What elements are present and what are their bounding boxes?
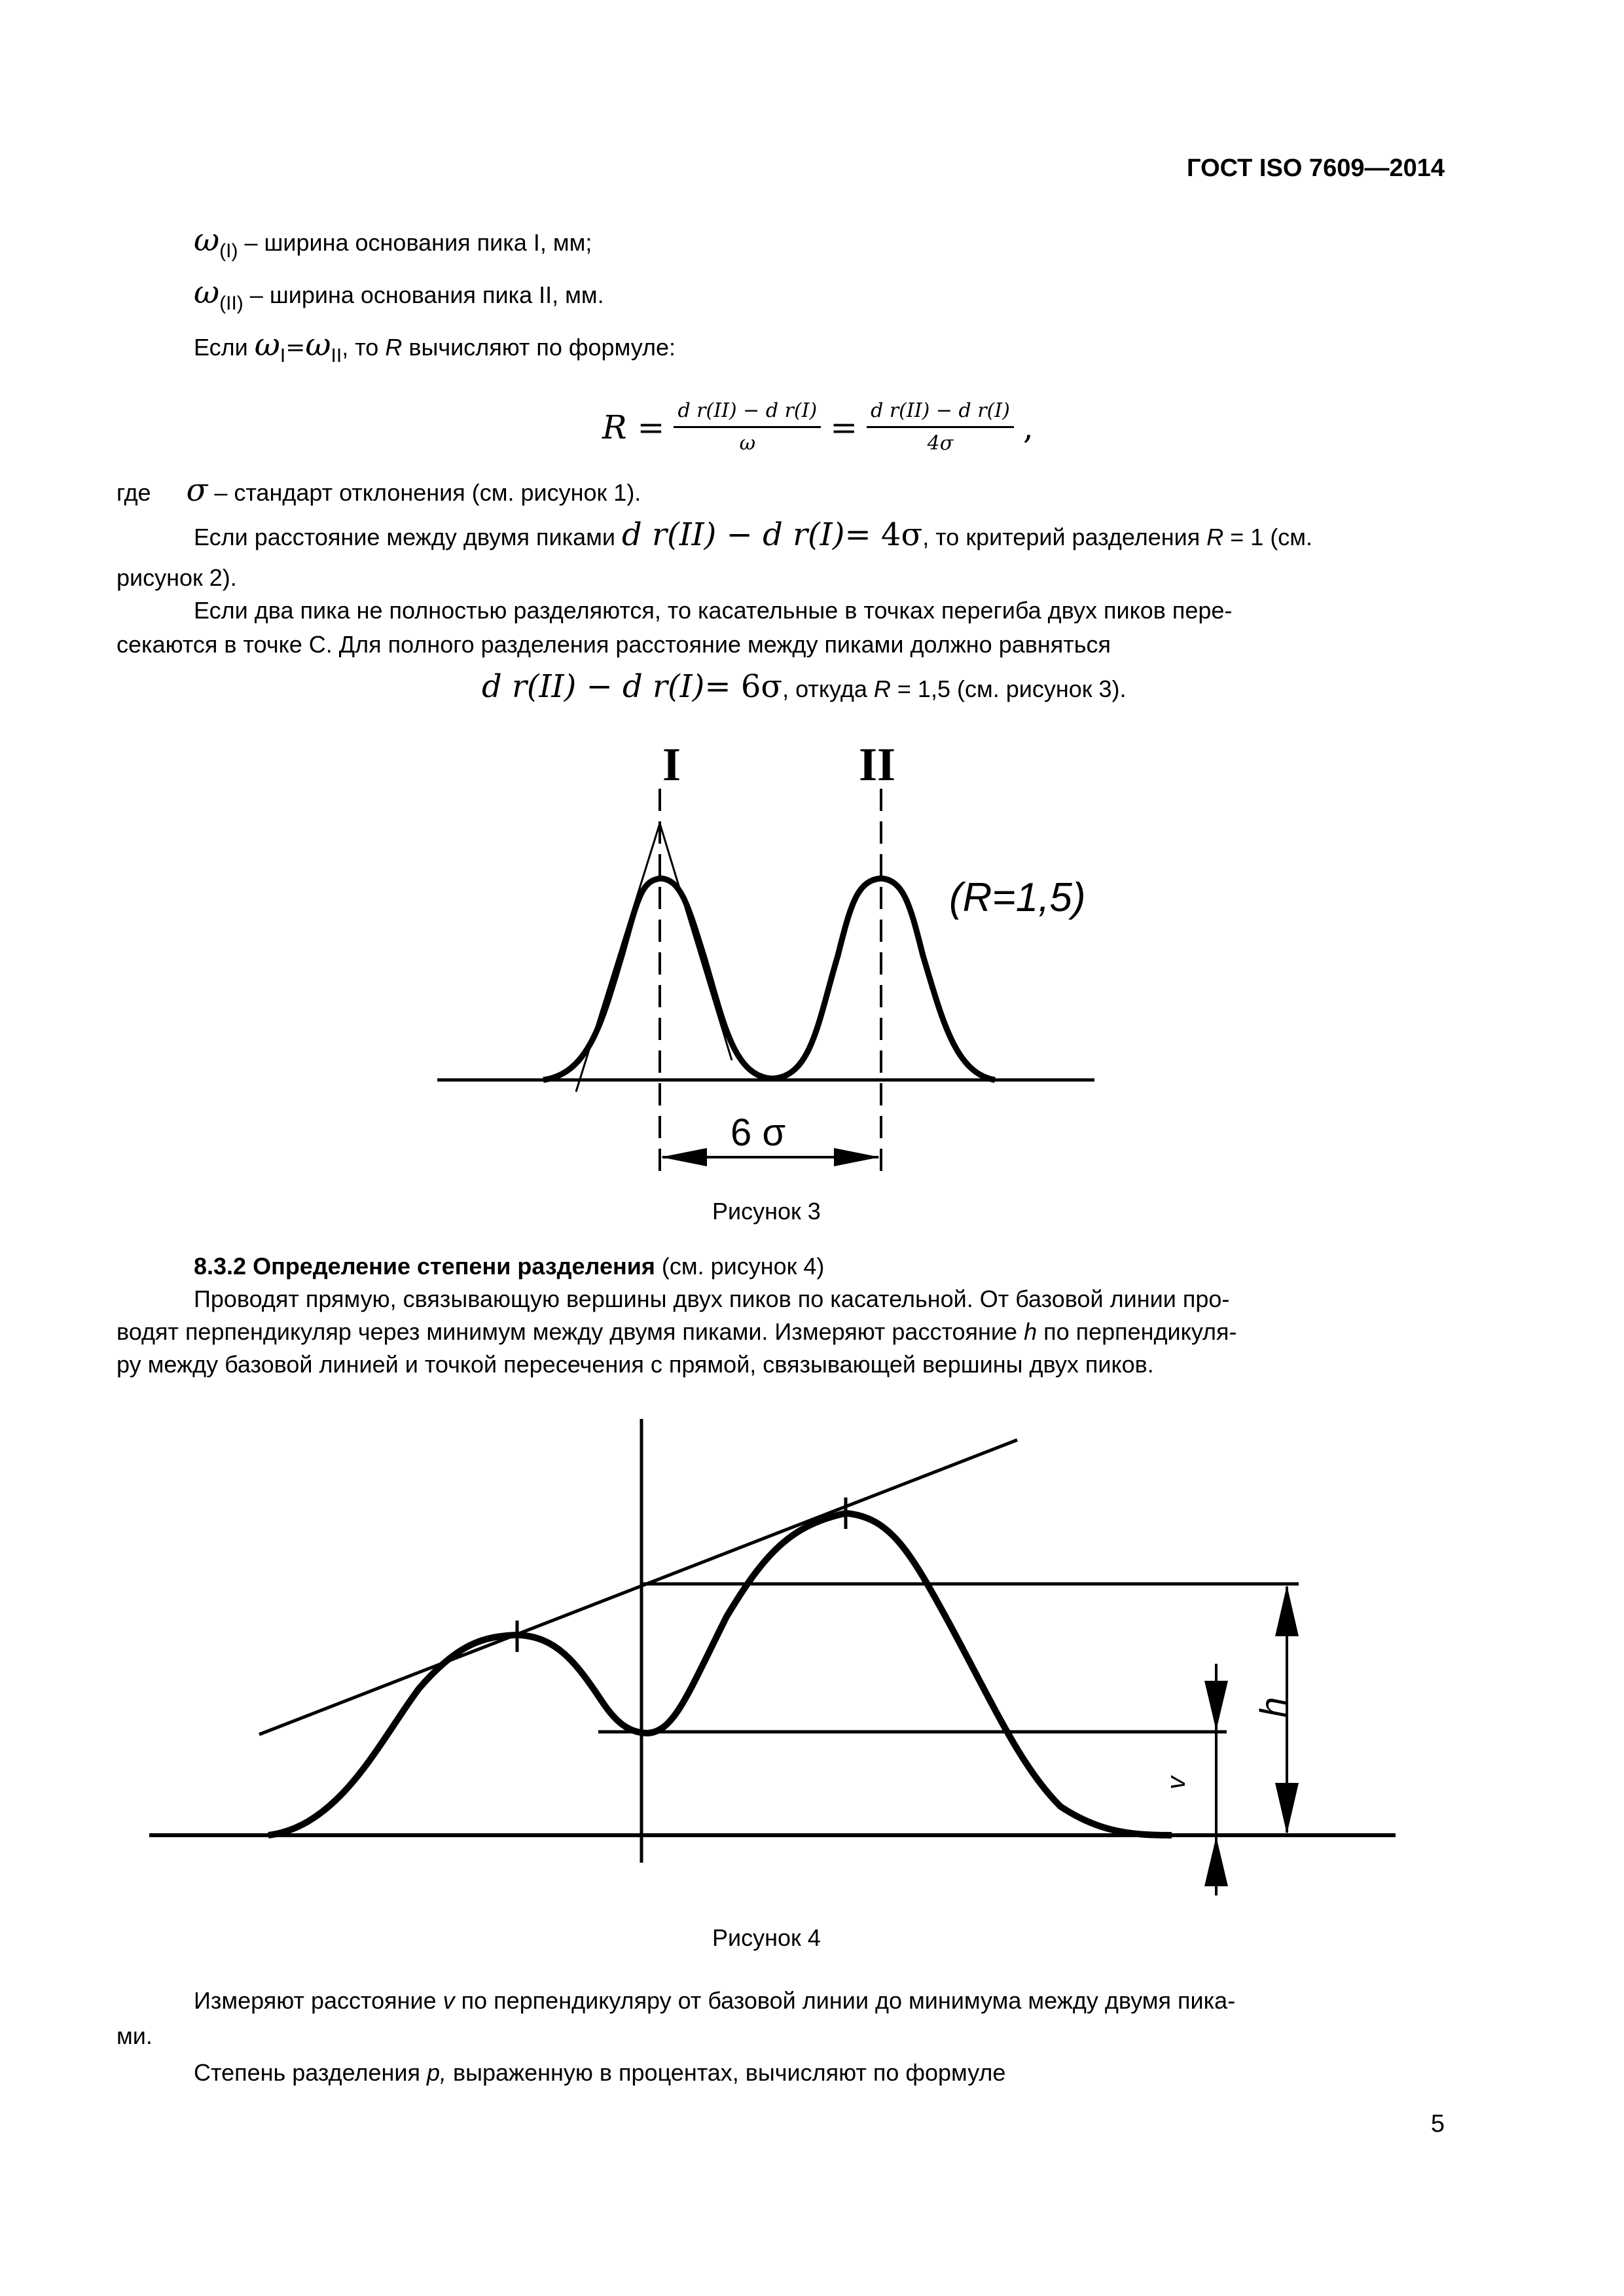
- figure-3-caption: Рисунок 3: [712, 1198, 821, 1225]
- sigma-definition: где σ – стандарт отклонения (см. рисунок 1).: [117, 472, 641, 509]
- tangent-paragraph-line2: секаются в точке С. Для полного разделения расстояние между пиками должно равняться: [117, 631, 1111, 658]
- four-sigma-paragraph: Если расстояние между двумя пиками d r(II) − d r(I)= 4σ, то критерий разделения R = 1 (см.: [194, 516, 1313, 553]
- dimension-arrow-left: [661, 1148, 707, 1166]
- tangent-paragraph-line1: Если два пика не полностью разделяются, то касательные в точках перегиба двух пиков пере-: [194, 597, 1233, 624]
- four-sigma-paragraph-line2: рисунок 2).: [117, 564, 237, 591]
- document-id-header: ГОСТ ISO 7609—2014: [1187, 154, 1445, 182]
- section-line3: ру между базовой линией и точкой пересечения с прямой, связывающей вершины двух пиков.: [117, 1351, 1154, 1378]
- omega-ii-definition: $\omega_{(II)}$ – ширина основания пика II, мм.: [194, 274, 604, 314]
- page-number: 5: [1430, 2110, 1445, 2138]
- section-heading: 8.3.2 Определение степени разделения (см. рисунок 4): [194, 1253, 825, 1280]
- v-label: v: [1162, 1776, 1191, 1789]
- section-line2: водят перпендикуляр через минимум между двумя пиками. Измеряют расстояние h по перпендикуля-: [117, 1318, 1237, 1345]
- figure-4-caption: Рисунок 4: [712, 1924, 821, 1951]
- peak-ii-label: II: [859, 738, 896, 791]
- peak-connecting-line: [259, 1440, 1017, 1734]
- omega-equal-condition: Если $\omega_I=\omega_{II}$, то R вычисляют по формуле:: [194, 327, 676, 367]
- h-arrow-top: [1275, 1585, 1299, 1636]
- p-paragraph: Степень разделения p, выраженную в процентах, вычисляют по формуле: [194, 2059, 1006, 2086]
- section-line1: Проводят прямую, связывающую вершины двух пиков по касательной. От базовой линии про-: [194, 1285, 1230, 1312]
- tangent-left-line: [576, 823, 660, 1092]
- v-paragraph-line1: Измеряют расстояние v по перпендикуляру от базовой линии до минимума между двумя пика-: [194, 1987, 1236, 2014]
- v-arrow-bottom: [1204, 1837, 1228, 1886]
- resolution-value-label: (R=1,5): [949, 875, 1086, 920]
- v-paragraph-line2: ми.: [117, 2022, 153, 2049]
- h-label: h: [1252, 1696, 1293, 1717]
- h-arrow-bottom: [1275, 1783, 1299, 1834]
- peak-i-label: I: [662, 738, 681, 791]
- omega-i-definition: $\omega_{(I)}$ – ширина основания пика I, мм;: [194, 222, 592, 262]
- six-sigma-line: d r(II) − d r(I)= 6σ, откуда R = 1,5 (см. рисунок 3).: [482, 668, 1127, 705]
- figure-4-chromatogram-curve: [268, 1513, 1172, 1835]
- tangent-right-line: [660, 823, 732, 1060]
- dimension-arrow-right: [834, 1148, 880, 1166]
- six-sigma-dimension-label: 6 σ: [731, 1111, 786, 1154]
- resolution-formula: R = $\frac{\text{d r(II) − d r(I)}}{\omega}$ = $\frac{\text{d r(II) − d r(I)}}{4\sigma}$ ,: [602, 399, 1034, 455]
- v-arrow-top: [1204, 1681, 1228, 1731]
